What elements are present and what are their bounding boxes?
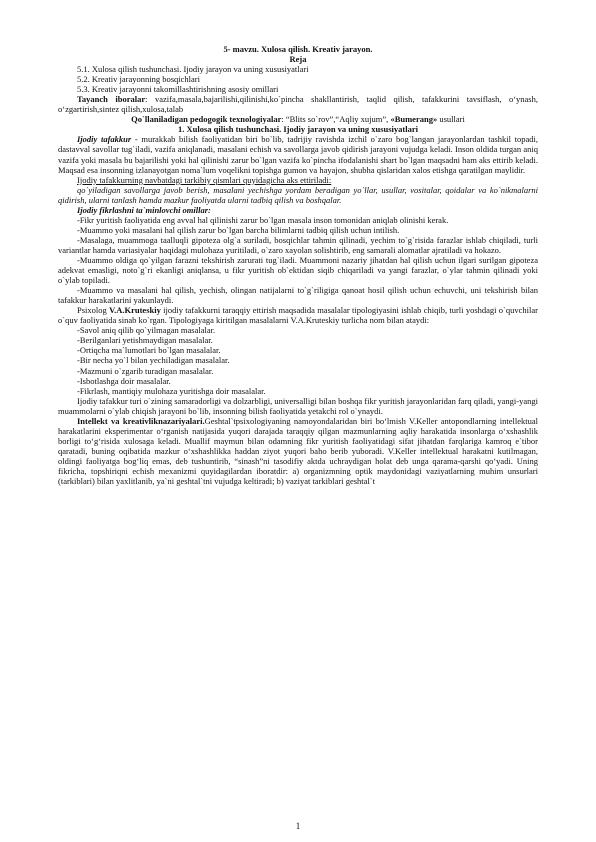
keywords-label: Tayanch iboralar [77, 94, 146, 105]
paragraph-2: Ijodiy tafakkurning navbatdagi tarkibiy qismlari quyidagicha aks ettiriladi: [77, 174, 332, 185]
kruteskiy-text: ijodiy tafakkurni taraqqiy ettirish maqsadida masalalar tipologiyasini ishlab chiqib, turli yoshdagi o`quvchilar o`quv faoliyatida sinab ko`rgan. Tipologiyaga kiritilgan masalalarni V.A.Kruteskiy turlicha nom bilan ataydi: [58, 305, 538, 326]
paragraph-5 [58, 416, 538, 486]
list-item: -Berilganlari yetishmaydigan masalalar. [77, 335, 213, 346]
methods-label: Qo`llaniladigan pedogogik texnologiyalar [131, 114, 282, 125]
page-title: 5- mavzu. Xulosa qilish. Kreativ jarayon. [223, 44, 373, 54]
list-item: -Fikrlash, mantiqiy mulohaza yuritishga doir masalalar. [77, 385, 266, 396]
list-item: -Ortiqcha ma`lumotlari bo`lgan masalalar. [77, 345, 221, 356]
document-page [58, 44, 538, 486]
section-title: 1. Xulosa qilish tushunchasi. Ijodiy jarayon va uning xususiyatlari [178, 124, 418, 135]
keywords-paragraph [58, 94, 538, 114]
plan-item: 5.1. Xulosa qilish tushunchasi. Ijodiy jarayon va uning xususiyatlari [77, 64, 309, 75]
paragraph-3: qo`yiladigan savollarga javob berish, masalani yechishga yordam beradigan yo`llar, usullar, vositalar, qoidalar va ko`nikmalarni qidirish, ularni tanlash hamda mazkur faoliyatda ularni tadbiq qilish va boshqalar. [58, 184, 538, 205]
paragraph-1 [58, 134, 538, 174]
list-item: -Savol aniq qilib qo`yilmagan masalalar. [77, 325, 216, 336]
paragraph-1-lead: Ijodiy tafakkur [77, 134, 132, 145]
paragraph-5-text: Geshtal`tpsixologiyaning namoyondalaridan biri bo‘lmish V.Keller antopondlarning intellektual harakatlarini eksperimentar o‘rganish natijasida yuqori darajada taraqqiy qilgan mazmunlarning aqliy harakatida insonlarga o‘xshashlik borligi to‘g‘risida xulosaga keladi. Muallif maymun bilan odamning fikr yuritish faoliyatidagi sifat jihatdan farqlariga kamroq e`tibor qaratadi, buning oqibatida mazkur o‘xshashlikka haddan ziyot yuqori baho berib yuboradi. V.Keller intellektual harakatni kutilmagan, oldingi faoliyatga bog‘liq emas, deb tushuntirib, “sinash”ni tasodifiy aktda uchraydigan holat deb unga qarama-qarshi qo‘yadi. Uning fikricha, topshiriqni echish mexanizmi quyidagilardan iboratdir: a) organizmning optik maydonidagi vaziyatlarning muhim unsurlari (tarkiblari) bilan yaxlitlanib, ya`ni geshtal`tni vujudga keltiradi; b) vaziyat tarkiblari geshtal`t [58, 415, 538, 487]
kruteskiy-name: V.A.Kruteskiy [109, 305, 161, 316]
kruteskiy-paragraph [58, 305, 538, 325]
stages-heading: Ijodiy fikrlashni ta`minlovchi omillar: [77, 204, 211, 215]
page-number: 1 [295, 821, 301, 831]
list-item: -Isbotlashga doir masalalar. [77, 375, 171, 386]
list-item: -Masalaga, muammoga taalluqli gipoteza olg`a suriladi, bosqichlar tahmin qilinadi, yechim to`g`risida farazlar ishlab chiqiladi, turli variantlar hamda variasiyalar haqidagi mulohaza yuritiladi, o`zaro xayolan solishtirib, eng samarali alomatlar ajratiladi va hokazo. [58, 234, 538, 255]
list-item: -Muammo oldiga qo`yilgan farazni tekshirish zarurati tug`iladi. Muammoni nazariy jihatdan hal qilish uchun ilgari surilgan gipoteza adekvat emasligi, noto`g`ri ekanligi aniqlansa, u fikr yuritish ob`ektidan siqib chiqariladi va yangi farazlar, o`ylar tahmin qilinadi yoki o`ylab topiladi. [58, 254, 538, 286]
list-item: -Muammo va masalani hal qilish, yechish, olingan natijalarni to`g`riligiga qanoat hosil qilish uchun echuvchi, uni tekshirish bilan tafakkur harakatlarini yakunlaydi. [58, 285, 538, 306]
plan-heading: Reja [289, 54, 307, 65]
list-item: -Muammo yoki masalani hal qilish zarur bo`lgan barcha bilimlarni tadbiq qilish uchun intilish. [77, 224, 400, 235]
methods-paragraph [58, 114, 538, 124]
methods-bold: «Bumerang» [390, 114, 438, 125]
paragraph-4: Ijodiy tafakkur turi o`zining samaradorligi va dolzarbligi, universalligi bilan boshqa fikr yuritish jarayonlaridan farq qiladi, yangi-yangi muammolarni o`ylab chiqish jarayoni bo`lib, insonning bilish faoliyatida yetakchi rol o`ynaydi. [58, 395, 538, 416]
list-item: -Mazmuni o`zgarib turadigan masalalar. [77, 365, 214, 376]
kruteskiy-pre: Psixolog [77, 305, 110, 316]
methods-tail: usullari [437, 114, 465, 125]
plan-item: 5.3. Kreativ jarayonni takomillashtirishning asosiy omillari [77, 84, 279, 95]
list-item: -Fikr yuritish faoliyatida eng avval hal qilinishi zarur bo`lgan masala inson tomonidan aniqlab olinishi kerak. [77, 214, 449, 225]
keywords-text: : vazifa,masala,bajarilishi,qilinishi,ko`pincha shakllantirish, taqlid qilish, tafakkurini tavsiflash, o‘ynash, o‘zgartirish,sintez qilish,xulosa,talab [58, 94, 538, 115]
plan-item: 5.2. Kreativ jarayonning bosqichlari [77, 74, 200, 85]
list-item: -Bir necha yo`l bilan yechiladigan masalalar. [77, 355, 230, 366]
paragraph-5-lead: Intellekt va kreativliknazariyalari. [77, 415, 205, 426]
methods-text: : “Blits so`rov”,“Aqliy xujum”, [281, 114, 391, 125]
paragraph-1-text: - murakkab bilish faoliyatidan biri bo`lib, tadrijiy ravishda izchil o`zaro bog`langan jarayonlardan tashkil topadi, dastavval savollar tug`iladi, vazifa aniqlanadi, masalani echish va savollarga javob qidirish jarayoni vujudga keladi. Inson oldida turgan aniq vazifa yoki masala bu bajarilishi yoki hal qilinishi zarur bo`lgan vazifa ko`pincha ifodalanishi shart bo`lgan maqsadni ham aks ettirib keladi. Maqsad esa insonning izlanayotgan noma`lum voqelikni topishga gumon va hayajon, shubha qislaridan xalos etishga qaratilgan maylidir. [58, 134, 539, 175]
